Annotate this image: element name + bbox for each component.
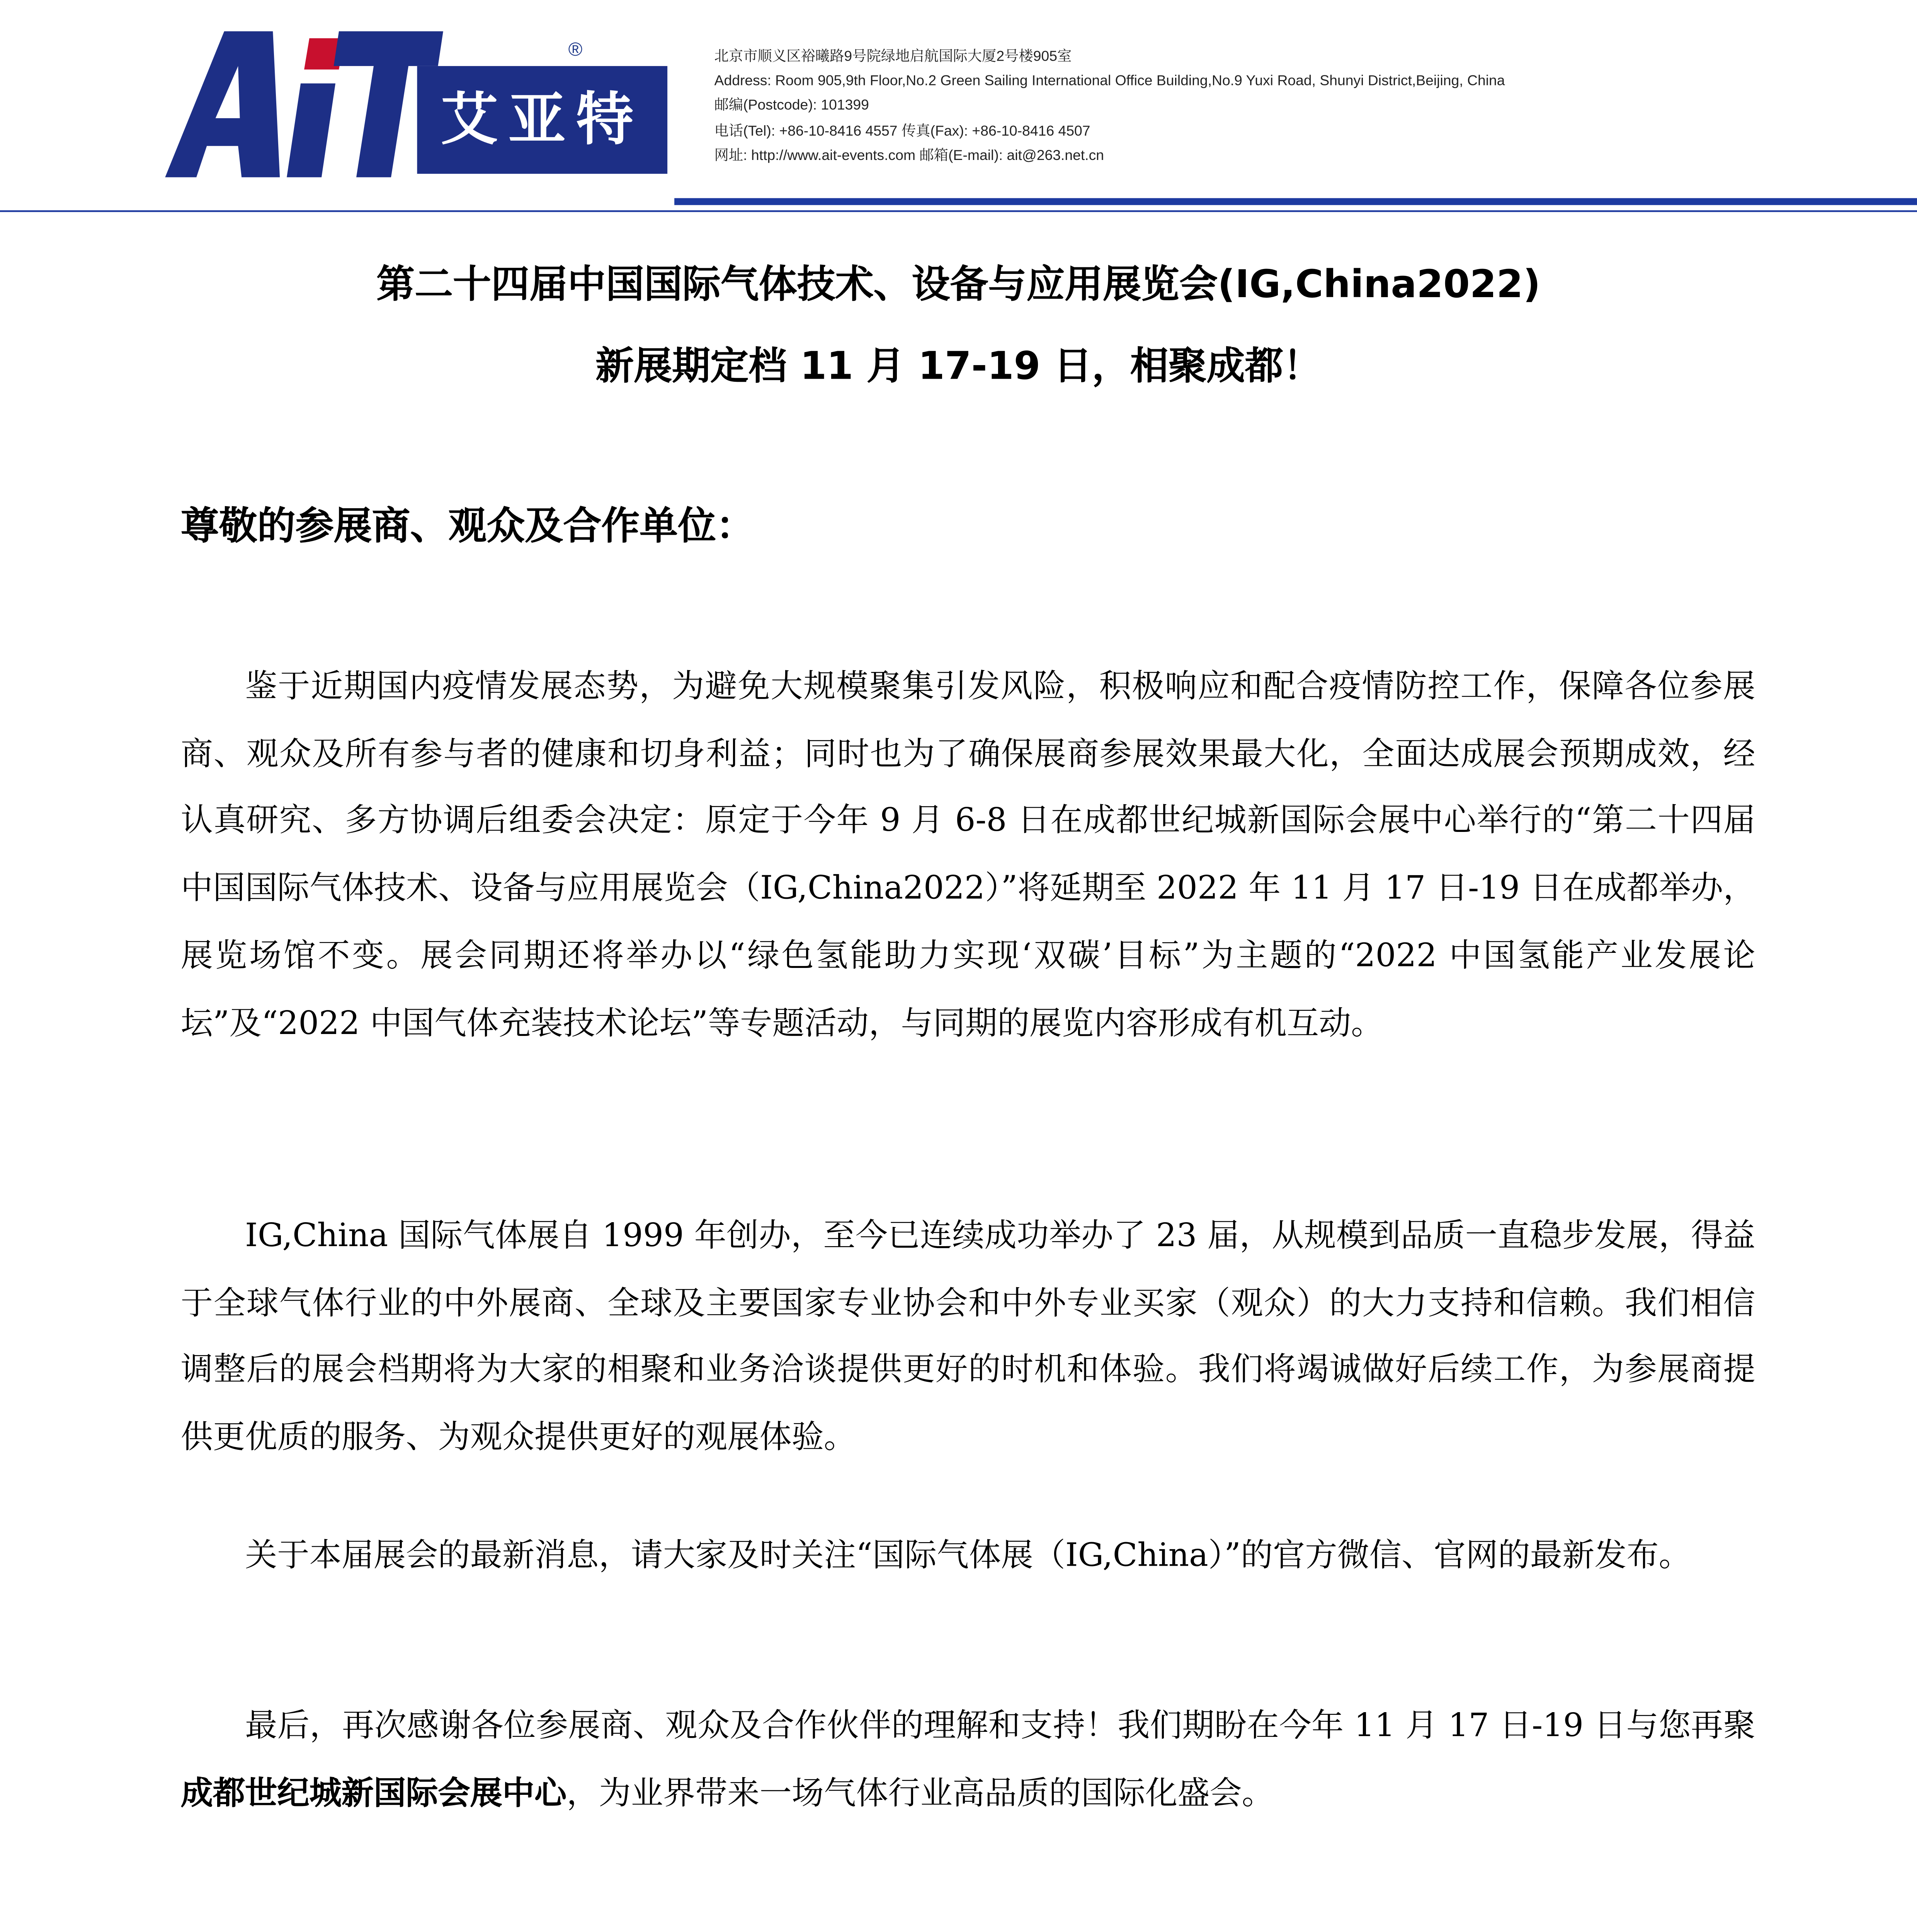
- letterhead-contact: [714, 43, 1827, 167]
- web-email-row: [714, 142, 1827, 167]
- body-paragraph-1: [181, 655, 1755, 1059]
- email-link[interactable]: 邮箱(E-mail): ait@263.net.cn: [919, 145, 1104, 163]
- address-en: Address: Room 905,9th Floor,No.2 Green Sailing International Office Building,No.9 Yuxi Road, Shunyi District,Beijing, China: [714, 71, 1505, 89]
- header-rule-thin: [0, 210, 1917, 212]
- venue-name: 成都世纪城新国际会展中心: [180, 1776, 567, 1812]
- salutation: 尊敬的参展商、观众及合作单位：: [180, 505, 755, 549]
- logo-chinese-name: 艾亚特: [441, 85, 644, 153]
- paragraph-text: 鉴于近期国内疫情发展态势，为避免大规模聚集引发风险，积极响应和配合疫情防控工作，保障各位参展商、观众及所有参与者的健康和切身利益；同时也为了确保展商参展效果最大化，全面达成展会预期成效，经认真研究、多方协调后组委会决定：原定于今年 9 月 6-8 日在成都世纪城新国际会展中心举行的“第二十四届中国国际气体技术、设备与应用展览会（IG,China2022）”将延期至 2022 年 11 月 17 日-19 日在成都举办，展览场馆不变。展会同期还将举办以“绿色氢能助力实现‘双碳’目标”为主题的“2022 中国氢能产业发展论坛”及“2022 中国气体充装技术论坛”等专题活动，与同期的展览内容形成有机互动。: [180, 669, 1755, 1042]
- header-rule-thick: [674, 198, 1917, 205]
- paragraph-text: 关于本届展会的最新消息，请大家及时关注“国际气体展（IG,China）”的官方微信、官网的最新发布。: [245, 1538, 1691, 1575]
- body-paragraph-2: [181, 1204, 1755, 1473]
- notice-subtitle: 新展期定档 11 月 17-19 日，相聚成都！: [595, 346, 1322, 389]
- notice-title: 第二十四届中国国际气体技术、设备与应用展览会(IG,China2022): [376, 264, 1541, 308]
- website-link[interactable]: 网址: http://www.ait-events.com: [714, 145, 916, 163]
- paragraph-text: IG,China 国际气体展自 1999 年创办，至今已连续成功举办了 23 届，从规模到品质一直稳步发展，得益于全球气体行业的中外展商、全球及主要国家专业协会和中外专业买家（观众）的大力支持和信赖。我们相信调整后的展会档期将为大家的相聚和业务洽谈提供更好的时机和体验。我们将竭诚做好后续工作，为参展商提供更优质的服务、为观众提供更好的观展体验。: [180, 1218, 1755, 1457]
- paragraph-text: [181, 1694, 1755, 1829]
- paragraph-text-start: 最后，再次感谢各位参展商、观众及合作伙伴的理解和支持！我们期盼在今年 11 月 17 日-19 日与您再聚: [245, 1708, 1755, 1745]
- phone-fax-row: [714, 117, 1827, 142]
- ait-logo-mark: [165, 21, 443, 181]
- address-cn: 北京市顺义区裕曦路9号院绿地启航国际大厦2号楼905室: [714, 47, 1072, 65]
- body-paragraph-3: [181, 1524, 1755, 1591]
- telephone: 电话(Tel): +86-10-8416 4557: [714, 121, 898, 139]
- fax: 传真(Fax): +86-10-8416 4507: [901, 121, 1090, 139]
- postcode: 邮编(Postcode): 101399: [714, 96, 869, 114]
- paragraph-text-end: ，为业界带来一场气体行业高品质的国际化盛会。: [566, 1776, 1274, 1812]
- body-paragraph-4: [181, 1694, 1755, 1829]
- registered-mark: ®: [568, 40, 583, 61]
